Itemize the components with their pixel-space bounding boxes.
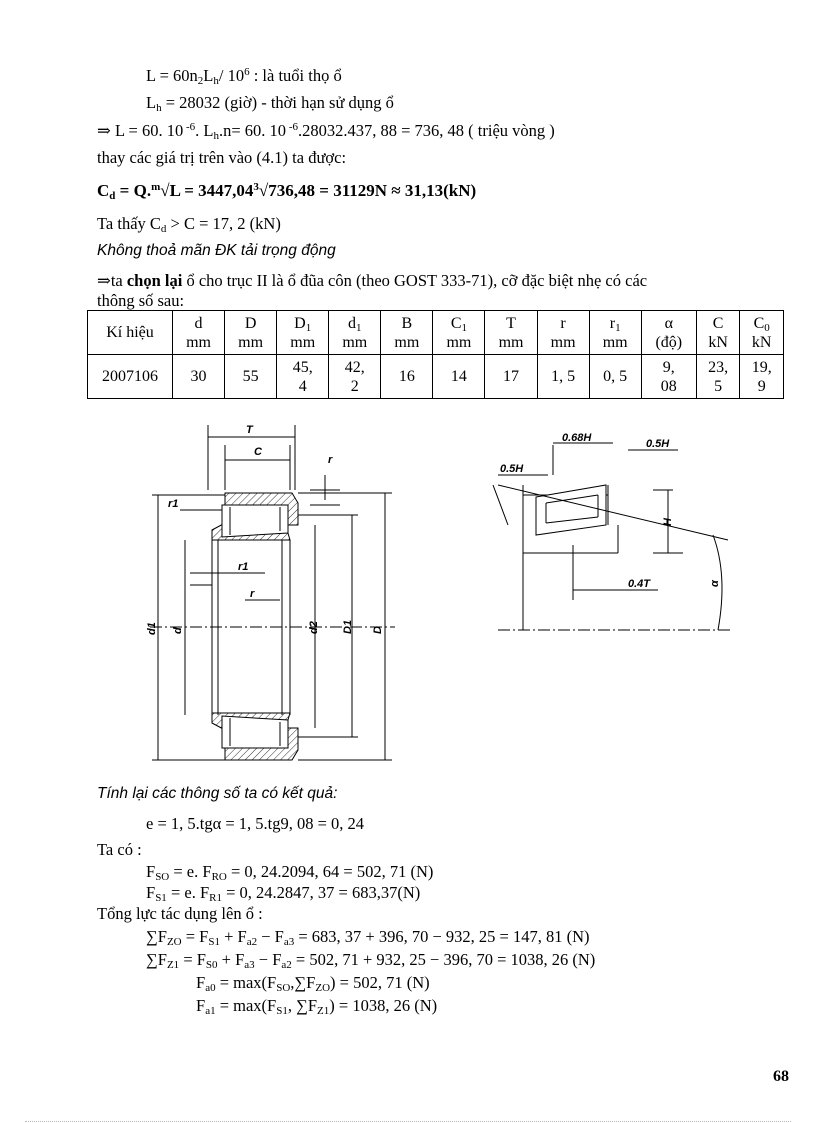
page-divider	[25, 1121, 791, 1122]
formula-fs1: $F_{S1} = e$. $F_{R1} = 0$, 24.2847, 37 = 683,37(N)	[146, 883, 421, 904]
table-cell: 45, 4	[277, 355, 329, 399]
label-C: C	[254, 446, 262, 458]
formula-fs0: $F_{SO} = e$. $F_{RO} = 0$, 24.2094, 64 = 502, 71 (N)	[146, 862, 434, 883]
table-cell: 9, 08	[641, 355, 696, 399]
table-cell: 23, 5	[696, 355, 740, 399]
table-header-cell: $d_1$ mm	[329, 311, 381, 355]
table-cell: 14	[433, 355, 485, 399]
compare-text: Ta thấy $C_d > C = 17$, 2 (kN)	[97, 214, 281, 235]
table-header-row	[88, 311, 784, 355]
table-header-cell: Kí hiệu	[88, 311, 173, 355]
label-d2: d2	[308, 621, 320, 634]
formula-cd: $C_d = Q.^m√L = 3447,04^3√736,48 = 31129N \approx 31,13(kN)$	[97, 181, 477, 202]
table-cell: 42, 2	[329, 355, 381, 399]
table-header-cell: r mm	[537, 311, 589, 355]
label-T: T	[246, 424, 253, 436]
label-05H-right: 0.5H	[646, 438, 670, 450]
label-05H-left: 0.5H	[500, 463, 524, 475]
table-cell: 30	[173, 355, 225, 399]
label-alpha: α	[709, 580, 721, 587]
label-r: r	[328, 454, 333, 466]
label-d1: d1	[146, 622, 158, 635]
table-header-cell: d mm	[173, 311, 225, 355]
substitute-text: thay các giá trị trên vào (4.1) ta được:	[97, 148, 347, 167]
label-d: d	[172, 627, 184, 634]
label-r-inner: r	[250, 588, 255, 600]
table-cell: 1, 5	[537, 355, 589, 399]
table-row	[88, 355, 784, 399]
table-header-cell: B mm	[381, 311, 433, 355]
formula-fz0: $\sum F_{ZO} = F_{S1} + F_{a2} - F_{a3} = 683$, 37 + 396, 70 − 932, 25 = 147, 81 (N)	[146, 927, 590, 948]
table-cell: 19, 9	[740, 355, 784, 399]
label-04T: 0.4T	[628, 578, 651, 590]
table-cell: 2007106	[88, 355, 173, 399]
formula-l-definition: $L = 60n_2L_h/$ $10^6$ : là tuổi thọ ổ	[146, 66, 342, 87]
label-r1: r1	[168, 498, 179, 510]
label-D1: D1	[342, 619, 354, 634]
not-satisfy-text: Không thoả mãn ĐK tải trọng động	[97, 242, 336, 259]
formula-fa0: $F_{a0} = \max(F_{SO},\sum F_{ZO}) = 502$, 71 (N)	[196, 973, 430, 994]
formula-l-calc: ⇒ L = 60. 10 $^{-6}$. $L_h.n= 60$. 10 $^{-6}$.28032.437, 88 = 736, 48 ( triệu vòng )	[97, 121, 555, 142]
recalc-text: Tính lại các thông số ta có kết quả:	[97, 785, 338, 802]
table-header-cell: $r_1$ mm	[589, 311, 641, 355]
table-cell: 55	[225, 355, 277, 399]
label-D: D	[372, 626, 384, 634]
formula-fz1: $\sum F_{Z1} = F_{S0} + F_{a3} - F_{a2} = 502$, 71 + 932, 25 − 396, 70 = 1038, 26 (N)	[146, 950, 596, 971]
table-header-cell: $C_0$ kN	[740, 311, 784, 355]
label-H: H	[662, 518, 674, 526]
table-cell: 17	[485, 355, 537, 399]
page-number: 68	[773, 1068, 789, 1085]
table-header-cell: $D_1$ mm	[277, 311, 329, 355]
bearing-simplified-drawing	[478, 425, 738, 640]
table-header-cell: T mm	[485, 311, 537, 355]
table-header-cell: C kN	[696, 311, 740, 355]
table-header-cell: $C_1$ mm	[433, 311, 485, 355]
params-label: thông số sau:	[97, 291, 185, 310]
formula-fa1: $F_{a1} = \max(F_{S1}$, $\sum F_{Z1}) = 1038$, 26 (N)	[196, 996, 438, 1017]
table-header-cell: α (độ)	[641, 311, 696, 355]
label-068H: 0.68H	[562, 432, 592, 444]
formula-lh: $L_h = 28032$ (giờ) - thời hạn sử dụng ổ	[146, 93, 394, 114]
bearing-section-drawing	[130, 415, 410, 785]
table-header-cell: D mm	[225, 311, 277, 355]
table-cell: 16	[381, 355, 433, 399]
bearing-spec-table	[87, 310, 784, 399]
table-cell: 0, 5	[589, 355, 641, 399]
formula-e: e = 1, 5.tgα = 1, 5.tg9, 08 = 0, 24	[146, 814, 365, 833]
ta-co-label: Ta có :	[97, 840, 142, 859]
label-r1-inner: r1	[238, 561, 249, 573]
choose-text: ⇒ta chọn lại ổ cho trục II là ổ đũa côn (theo GOST 333-71), cỡ đặc biệt nhẹ có các	[97, 271, 648, 290]
total-force-label: Tổng lực tác dụng lên ổ :	[97, 904, 263, 923]
